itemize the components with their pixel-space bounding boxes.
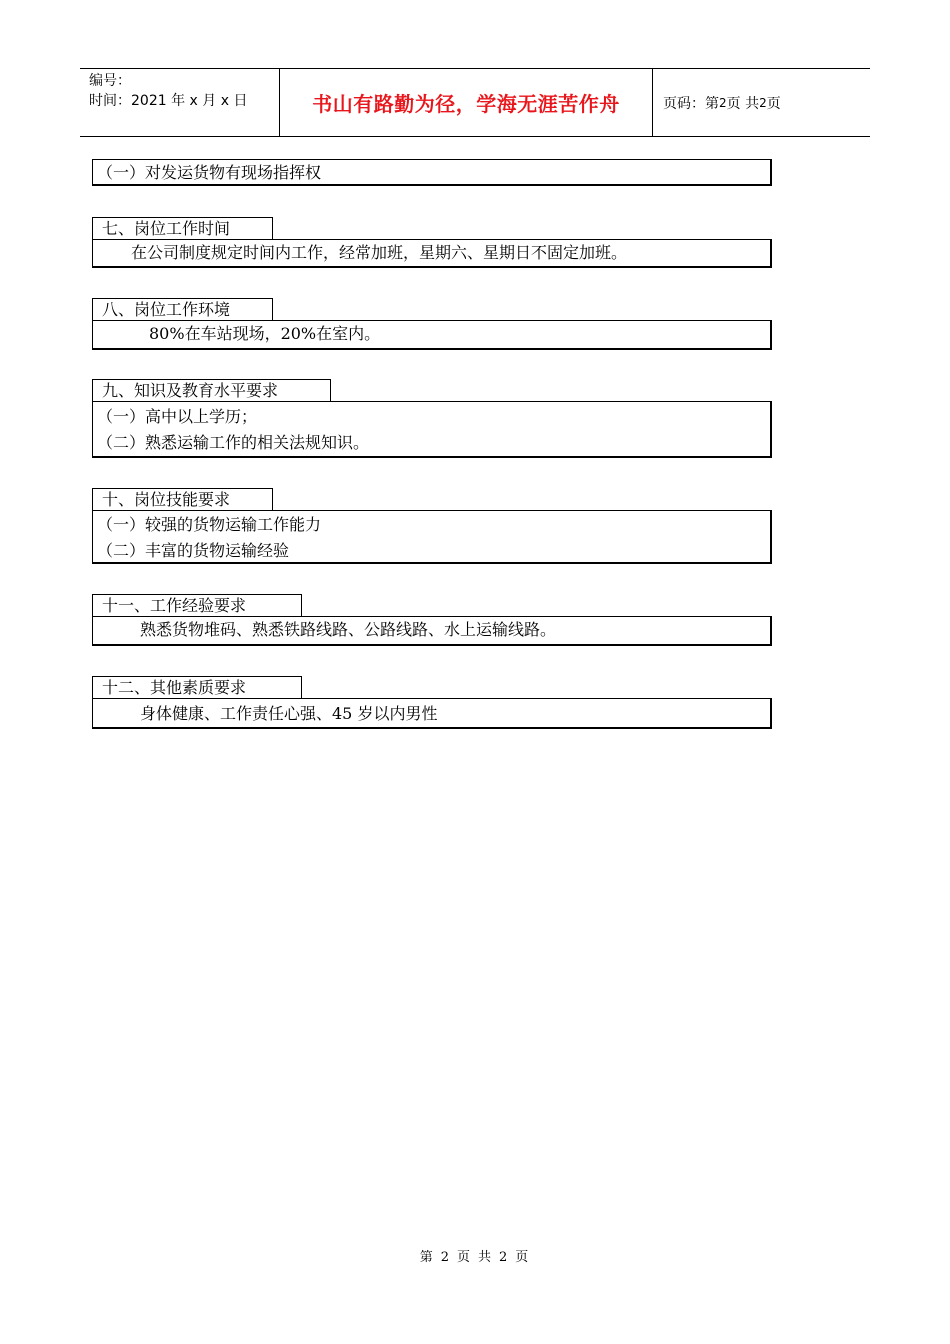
page-prefix: 页码：第 <box>663 95 719 112</box>
page-total: 2 <box>759 95 767 110</box>
header-motto: 书山有路勤为径，学海无涯苦作舟 <box>280 69 653 136</box>
page-footer <box>0 1246 950 1265</box>
footer-p1: 第 <box>419 1250 435 1265</box>
section-11-title: 十一、工作经验要求 <box>92 594 302 616</box>
page-header <box>80 68 870 137</box>
section-8-title: 八、岗位工作环境 <box>92 298 273 320</box>
section-8-line: 80%在车站现场，20%在室内。 <box>149 324 381 343</box>
doc-number-label: 编号： <box>89 73 131 89</box>
section-8-box <box>92 320 772 350</box>
page-mid: 页 共 <box>726 95 760 112</box>
section-9-line-2: （二）熟悉运输工作的相关法规知识。 <box>97 433 370 452</box>
section-9-box <box>92 401 772 458</box>
header-page-number <box>653 69 870 136</box>
section-9-line-1: （一）高中以上学历； <box>97 407 258 426</box>
section-12-box <box>92 698 772 729</box>
page-suffix: 页 <box>766 95 781 112</box>
section-6-box <box>92 159 772 186</box>
section-7-box <box>92 239 772 268</box>
header-meta <box>80 69 280 136</box>
section-11-box <box>92 616 772 646</box>
page-current: 2 <box>719 95 727 110</box>
section-12-title: 十二、其他素质要求 <box>92 676 302 698</box>
footer-p2: 页 <box>456 1250 472 1265</box>
section-10-title: 十、岗位技能要求 <box>92 488 273 510</box>
section-7-line: 在公司制度规定时间内工作，经常加班，星期六、星期日不固定加班。 <box>131 243 628 262</box>
section-10-line-2: （二）丰富的货物运输经验 <box>97 541 290 560</box>
section-11-line: 熟悉货物堆码、熟悉铁路线路、公路线路、水上运输线路。 <box>140 620 557 639</box>
section-9-title: 九、知识及教育水平要求 <box>92 379 331 401</box>
section-10-box <box>92 510 772 564</box>
section-12-line: 身体健康、工作责任心强、45 岁以内男性 <box>140 704 438 723</box>
footer-p4: 页 <box>515 1250 531 1265</box>
section-6-item: （一）对发运货物有现场指挥权 <box>97 163 322 182</box>
footer-num: 2 <box>440 1250 451 1265</box>
doc-date: 时间：2021 年 x 月 x 日 <box>89 93 248 109</box>
footer-total: 2 <box>499 1250 510 1265</box>
footer-p3: 共 <box>478 1250 494 1265</box>
section-7-title: 七、岗位工作时间 <box>92 217 273 239</box>
section-10-line-1: （一）较强的货物运输工作能力 <box>97 515 322 534</box>
